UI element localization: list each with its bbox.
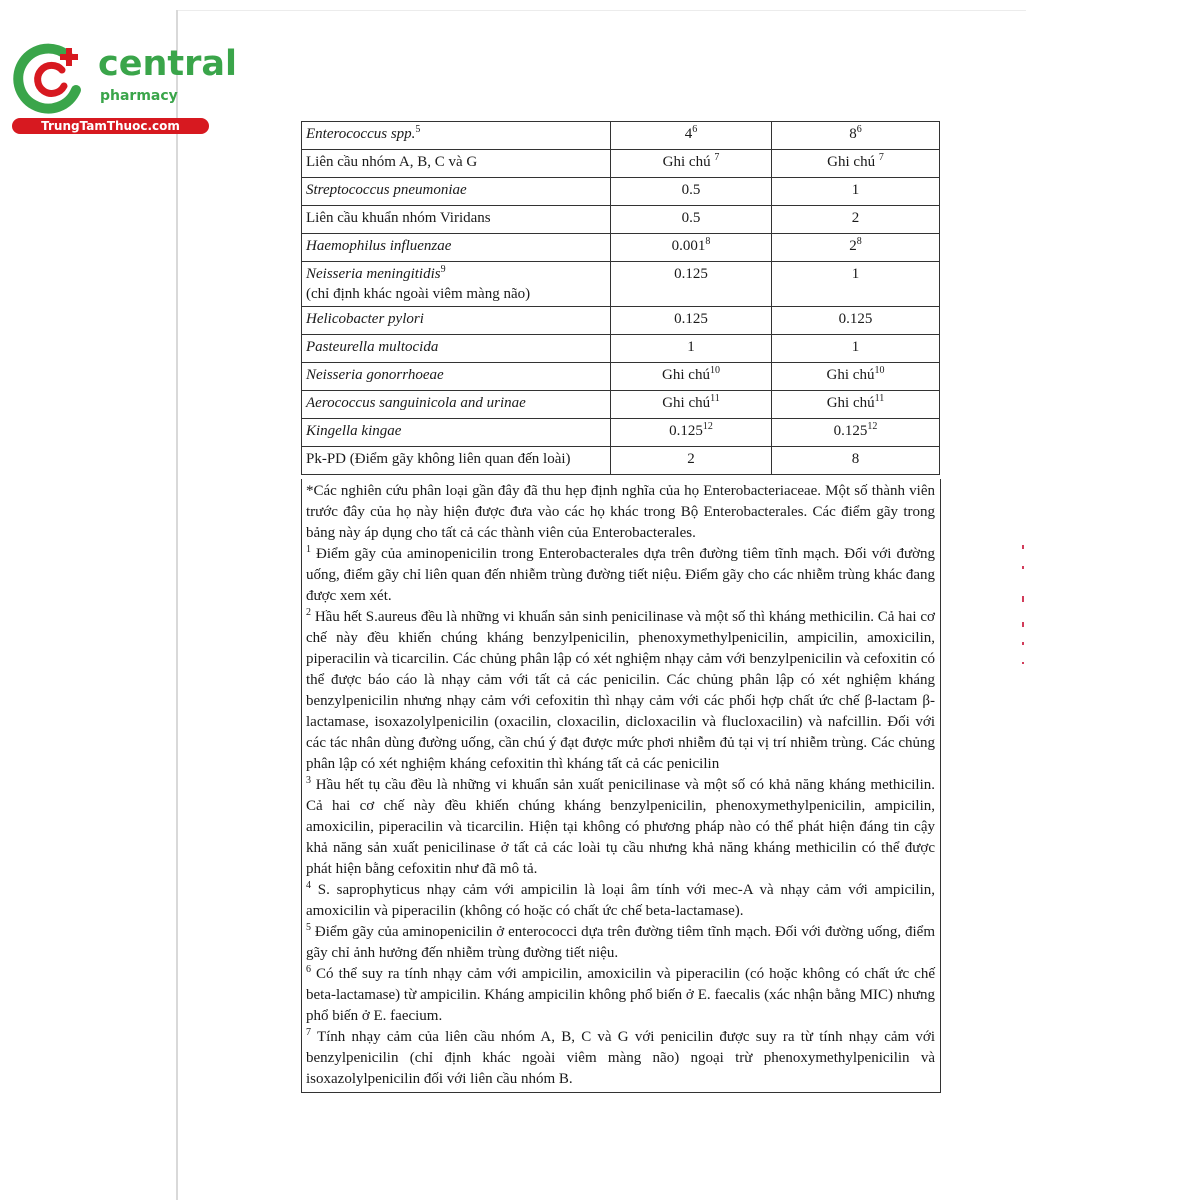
- organism-cell: [302, 150, 611, 178]
- breakpoint-s-cell: [611, 206, 772, 234]
- footnote: [306, 964, 935, 1027]
- table-row: [302, 447, 940, 475]
- logo-url-badge: TrungTamThuoc.com: [12, 118, 209, 134]
- breakpoint-r-cell: [772, 150, 940, 178]
- breakpoint-r-cell: [772, 234, 940, 262]
- organism-footnote-ref: 9: [440, 264, 446, 275]
- margin-mark: [1022, 596, 1024, 602]
- breakpoint-value: 0.125: [674, 266, 708, 282]
- margin-mark: [1022, 662, 1024, 664]
- breakpoint-s-cell: [611, 150, 772, 178]
- breakpoint-value: Ghi chú: [826, 395, 875, 411]
- footnote-text: Điểm gãy của aminopenicilin ở enterococci dựa trên đường tiêm tĩnh mạch. Đối với đường uống, điểm gãy chỉ ảnh hưởng đến nhiễm trùng đường tiết niệu.: [306, 924, 935, 961]
- organism-cell: [302, 447, 611, 475]
- organism-name: Enterococcus spp.: [306, 126, 416, 142]
- organism-name: Liên cầu nhóm A, B, C và G: [306, 154, 478, 170]
- breakpoint-footnote-ref: 12: [702, 421, 713, 432]
- breakpoint-value: 1: [687, 339, 695, 355]
- footnote-text: *Các nghiên cứu phân loại gần đây đã thu hẹp định nghĩa của họ Enterobacteriaceae. Một số thành viên trước đây của họ này hiện được đưa vào các họ khác trong Bộ Enterobacterales. Các điểm gãy trong bảng này áp dụng cho tất cả các thành viên của Enterobacterales.: [306, 483, 935, 541]
- organism-footnote-ref: 5: [415, 124, 421, 135]
- breakpoint-value: Ghi chú: [662, 367, 710, 383]
- breakpoint-value: Ghi chú: [827, 154, 879, 170]
- footnote-number: 4: [306, 880, 311, 891]
- breakpoint-s-cell: [611, 363, 772, 391]
- footnote: [306, 922, 935, 964]
- breakpoint-s-cell: [611, 419, 772, 447]
- breakpoint-footnote-ref: 11: [710, 393, 720, 404]
- breakpoint-r-cell: [772, 447, 940, 475]
- organism-cell: [302, 363, 611, 391]
- table-row: [302, 391, 940, 419]
- breakpoint-s-cell: [611, 447, 772, 475]
- breakpoint-r-cell: [772, 391, 940, 419]
- footnote-text: Hầu hết S.aureus đều là những vi khuẩn sản sinh penicilinase và một số thì kháng methicilin. Cả hai cơ chế này đều khiến chúng kháng benzylpenicilin, phenoxymethylpenicilin, ampicilin, amoxicilin, piperacilin và ticarcilin. Các chủng phân lập có xét nghiệm nhạy cảm với benzylpenicilin và cefoxitin có thể được báo cáo là nhạy cảm với tất cả các penicilin. Các chủng phân lập có xét nghiệm kháng benzylpenicilin nhưng nhạy cảm với cefoxitin thì nhạy cảm với các phối hợp chất ức chế β-lactam β-lactamase, isoxazolylpenicilin (oxacilin, cloxacilin, dicloxacilin và flucloxacilin) và nafcillin. Đối với các tác nhân dùng đường uống, cần chú ý đạt được mức phơi nhiễm đủ tại vị trí nhiễm trùng. Các chủng phân lập có xét nghiệm kháng cefoxitin thì kháng tất cả các penicilin: [306, 609, 935, 772]
- breakpoint-table-body: [302, 122, 940, 475]
- breakpoint-footnote-ref: 7: [714, 152, 720, 163]
- organism-name: Kingella kingae: [306, 423, 402, 439]
- table-row: [302, 335, 940, 363]
- footnote-number: 5: [306, 922, 311, 933]
- central-pharmacy-logo[interactable]: [10, 38, 238, 138]
- breakpoint-s-cell: [611, 178, 772, 206]
- breakpoint-r-cell: [772, 419, 940, 447]
- organism-name: Haemophilus influenzae: [306, 238, 452, 254]
- table-row: [302, 178, 940, 206]
- table-row: [302, 307, 940, 335]
- page-left-edge: [176, 10, 178, 1200]
- breakpoint-footnote-ref: 8: [856, 236, 862, 247]
- footnote-text: Tính nhạy cảm của liên cầu nhóm A, B, C và G với penicilin được suy ra từ tính nhạy cảm với benzylpenicilin (chỉ định khác ngoài viêm màng não) ngoại trừ phenoxymethylpenicilin và isoxazolylpenicilin đối với liên cầu nhóm B.: [306, 1029, 935, 1087]
- page-top-edge: [176, 10, 1026, 11]
- table-row: [302, 150, 940, 178]
- footnote-text: Điểm gãy của aminopenicilin trong Enterobacterales dựa trên đường tiêm tĩnh mạch. Đối với đường uống, điểm gãy chỉ liên quan đến nhiễm trùng đường tiết niệu. Điểm gãy cho các nhiễm trùng khác đang được xem xét.: [306, 546, 935, 604]
- breakpoint-footnote-ref: 7: [878, 152, 884, 163]
- breakpoint-value: Ghi chú: [662, 395, 711, 411]
- breakpoint-value: 8: [849, 126, 857, 142]
- breakpoint-value: 1: [851, 266, 860, 282]
- breakpoint-r-cell: [772, 262, 940, 307]
- breakpoint-r-cell: [772, 122, 940, 150]
- organism-cell: [302, 391, 611, 419]
- breakpoint-value: Ghi chú: [662, 154, 715, 170]
- breakpoint-s-cell: [611, 122, 772, 150]
- breakpoint-r-cell: [772, 363, 940, 391]
- footnote-number: 7: [306, 1027, 311, 1038]
- organism-cell: [302, 122, 611, 150]
- organism-name: Liên cầu khuẩn nhóm Viridans: [306, 210, 491, 226]
- footnote-number: 6: [306, 964, 311, 975]
- breakpoint-value: 0.125: [669, 423, 703, 439]
- breakpoint-value: 0.125: [833, 423, 868, 439]
- footnote: [306, 544, 935, 607]
- central-pharmacy-logo-icon: [10, 38, 90, 118]
- breakpoint-value: Ghi chú: [826, 367, 875, 383]
- organism-name: Pasteurella multocida: [306, 339, 439, 355]
- footnote: [306, 607, 935, 775]
- organism-name: Aerococcus sanguinicola and urinae: [306, 395, 526, 411]
- table-row: [302, 206, 940, 234]
- organism-name: Helicobacter pylori: [306, 311, 424, 327]
- logo-brand-sub: pharmacy: [100, 88, 178, 104]
- organism-cell: [302, 335, 611, 363]
- footnote-number: 1: [306, 544, 311, 555]
- breakpoint-s-cell: [611, 234, 772, 262]
- margin-mark: [1022, 545, 1024, 549]
- organism-cell: [302, 262, 611, 307]
- breakpoint-value: 2: [851, 210, 860, 226]
- footnotes-box: [301, 479, 941, 1093]
- breakpoint-footnote-ref: 10: [709, 365, 720, 376]
- breakpoint-footnote-ref: 11: [874, 393, 885, 404]
- logo-brand-name: central: [98, 44, 238, 84]
- breakpoint-footnote-ref: 12: [867, 421, 878, 432]
- breakpoint-footnote-ref: 6: [856, 124, 862, 135]
- breakpoint-footnote-ref: 8: [705, 236, 711, 247]
- footnote: [306, 880, 935, 922]
- organism-cell: [302, 206, 611, 234]
- breakpoint-table: [301, 121, 940, 475]
- footnote: [306, 1027, 935, 1090]
- breakpoint-r-cell: [772, 206, 940, 234]
- footnote-text: S. saprophyticus nhạy cảm với ampicilin là loại âm tính với mec-A và nhạy cảm với ampicilin, amoxicilin và piperacilin (không có hoặc có chất ức chế beta-lactamase).: [306, 882, 935, 919]
- organism-note: (chỉ định khác ngoài viêm màng não): [306, 286, 531, 302]
- breakpoint-value: 0.5: [681, 182, 701, 198]
- breakpoint-value: 0.001: [671, 238, 706, 254]
- organism-name: Streptococcus pneumoniae: [306, 182, 467, 198]
- breakpoint-footnote-ref: 6: [692, 124, 698, 135]
- organism-cell: [302, 178, 611, 206]
- footnote-number: 3: [306, 775, 311, 786]
- organism-cell: [302, 307, 611, 335]
- footnote: [306, 481, 935, 544]
- breakpoint-value: 8: [851, 451, 860, 467]
- breakpoint-value: 0.125: [674, 311, 708, 327]
- table-row: [302, 234, 940, 262]
- organism-name: Neisseria meningitidis: [306, 266, 441, 282]
- breakpoint-footnote-ref: 10: [874, 365, 885, 376]
- breakpoint-s-cell: [611, 262, 772, 307]
- breakpoint-value: 1: [851, 182, 860, 198]
- breakpoint-s-cell: [611, 307, 772, 335]
- footnote-text: Có thể suy ra tính nhạy cảm với ampicilin, amoxicilin và piperacilin (có hoặc không có chất ức chế beta-lactamase) từ ampicilin. Kháng ampicilin không phổ biến ở E. faecalis (xác nhận bằng MIC) nhưng phổ biến ở E. faecium.: [306, 966, 935, 1024]
- breakpoint-s-cell: [611, 335, 772, 363]
- table-row: [302, 122, 940, 150]
- breakpoint-value: 2: [687, 451, 695, 467]
- breakpoint-s-cell: [611, 391, 772, 419]
- organism-name: Neisseria gonorrhoeae: [306, 367, 444, 383]
- table-row: [302, 262, 940, 307]
- breakpoint-value: 0.125: [838, 311, 873, 327]
- footnote-number: 2: [306, 607, 311, 618]
- footnote: [306, 775, 935, 880]
- breakpoint-r-cell: [772, 178, 940, 206]
- breakpoint-value: 2: [849, 238, 857, 254]
- organism-name: Pk-PD (Điểm gãy không liên quan đến loài): [306, 451, 571, 467]
- margin-mark: [1022, 642, 1024, 645]
- breakpoint-value: 0.5: [681, 210, 701, 226]
- footnote-text: Hầu hết tụ cầu đều là những vi khuẩn sản xuất penicilinase và một số có khả năng kháng methicilin. Cả hai cơ chế này đều khiến chúng kháng benzylpenicilin, phenoxymethylpenicilin, ampicilin, amoxicilin, piperacilin và ticarcilin. Hiện tại không có phương pháp nào có thể phát hiện đáng tin cậy khả năng sản xuất penicilinase ở tất cả các loài tụ cầu nhưng khả năng kháng methicilin có thể được phát hiện bằng cefoxitin như đã mô tả.: [306, 777, 935, 877]
- organism-cell: [302, 234, 611, 262]
- breakpoint-r-cell: [772, 307, 940, 335]
- margin-mark: [1022, 566, 1024, 569]
- margin-mark: [1022, 622, 1024, 627]
- table-row: [302, 363, 940, 391]
- breakpoint-r-cell: [772, 335, 940, 363]
- breakpoint-value: 1: [851, 339, 860, 355]
- breakpoint-value: 4: [684, 126, 693, 142]
- table-row: [302, 419, 940, 447]
- organism-cell: [302, 419, 611, 447]
